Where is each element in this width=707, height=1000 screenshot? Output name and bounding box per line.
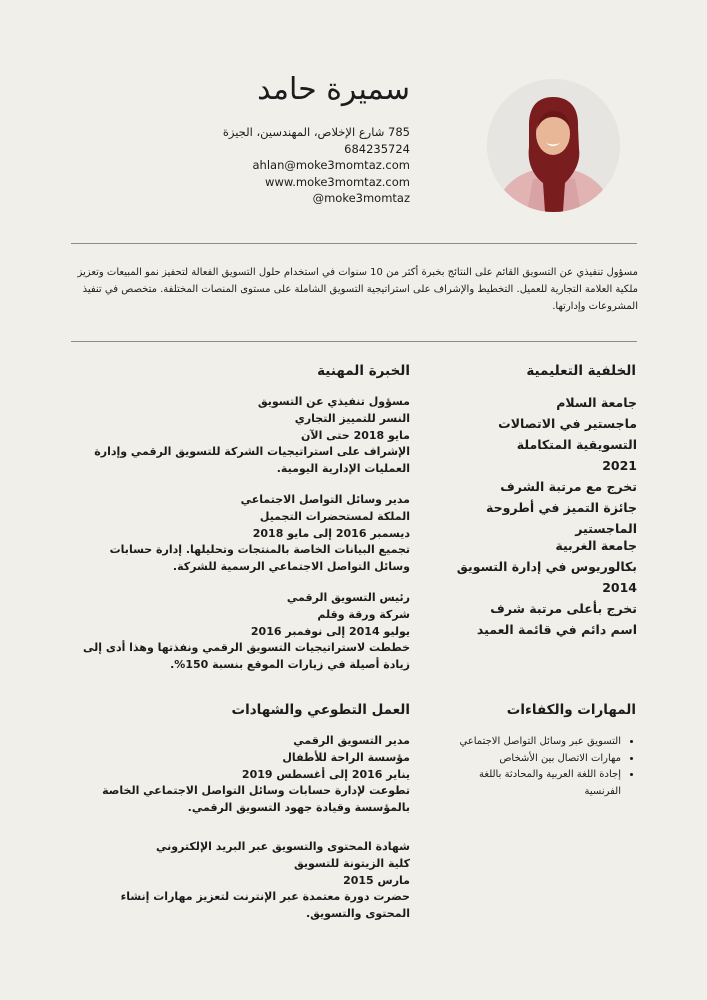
volunteer-list [75, 733, 410, 937]
divider-top [71, 243, 637, 244]
experience-list [75, 394, 410, 688]
volunteer-role: مدير التسويق الرقمي [293, 734, 410, 747]
job-description: الإشراف على استراتيجيات الشركة للتسويق الرقمي وإدارة العمليات الإدارية اليومية. [94, 445, 410, 476]
job-title: رئيس التسويق الرقمي [286, 590, 410, 604]
contact-info [223, 124, 410, 207]
job-company: الملكة لمستحضرات التجميل [259, 509, 410, 523]
education-degree: بكالوريوس في إدارة التسويق [456, 559, 637, 574]
job-description: خططت لاستراتيجيات التسويق الرقمي ونفذتها وهذا أدى إلى زيادة أصيلة في زيارات الموقع بنسبة 150%. [83, 641, 410, 672]
divider-bottom [71, 341, 637, 342]
education-title: الخلفية التعليمية [526, 363, 636, 379]
job-title: مدير وسائل التواصل الاجتماعي [240, 492, 410, 506]
contact-phone: 684235724 [344, 141, 410, 156]
contact-email: ahlan@moke3momtaz.com [252, 158, 410, 172]
education-entry [447, 535, 637, 640]
education-year: 2014 [602, 580, 637, 595]
experience-entry [75, 394, 410, 478]
skills-title: المهارات والكفاءات [506, 702, 636, 718]
profile-photo [487, 79, 620, 212]
experience-entry [75, 590, 410, 674]
education-award: جائزة التميز في أطروحة الماجستير [486, 500, 637, 536]
job-dates: يوليو 2014 إلى نوفمبر 2016 [250, 624, 410, 638]
profile-summary: مسؤول تنفيذي عن التسويق القائم على النتائج بخبرة أكثر من 10 سنوات في استخدام حلول التسويق الفعالة لتحفيز نمو المبيعات وتعزيز ملكية العلامة التجارية للعميل. التخطيط والإشراف على استراتيجية التسويق الشاملة على مستوى المنصات المختلفة. متخصص في تنفيذ المشروعات وإدارتها. [77, 267, 638, 312]
skill-item: • إجادة اللغة العربية والمحادثة باللغة الفرنسية [452, 767, 621, 800]
experience-entry [75, 492, 410, 576]
job-dates: ديسمبر 2016 إلى مايو 2018 [252, 526, 410, 540]
education-honor: تخرج بأعلى مرتبة شرف [490, 601, 637, 616]
education-degree: ماجستير في الاتصالات التسويقية المتكاملة [498, 416, 637, 452]
candidate-name: سميرة حامد [257, 72, 410, 107]
contact-website: www.moke3momtaz.com [265, 174, 410, 189]
contact-address: 785 شارع الإخلاص، المهندسين، الجيزة [222, 125, 410, 139]
job-company: النسر للتمييز التجاري [294, 411, 410, 425]
skills-list [452, 734, 637, 800]
volunteer-entry [75, 733, 410, 817]
skill-item: • التسويق عبر وسائل التواصل الاجتماعي [452, 734, 621, 751]
job-title: مسؤول تنفيذي عن التسويق [257, 395, 410, 408]
education-award: اسم دائم في قائمة العميد [476, 622, 637, 637]
job-company: شركة ورقة وقلم [317, 607, 410, 621]
volunteer-dates: يناير 2016 إلى أغسطس 2019 [241, 767, 410, 781]
education-school: جامعة السلام [556, 395, 637, 410]
volunteer-org: مؤسسة الراحة للأطفال [282, 750, 410, 764]
profile-photo-illustration [487, 79, 620, 212]
contact-social: moke3momtaz@ [312, 191, 410, 205]
volunteer-description: تطوعت لإدارة حسابات وسائل التواصل الاجتماعي الخاصة بالمؤسسة وقيادة جهود التسويق الرقمي. [102, 784, 410, 815]
job-description: تجميع البيانات الخاصة بالمنتجات وتحليلها. إدارة حسابات وسائل التواصل الاجتماعي الرسمية للشركة. [109, 543, 410, 574]
certificate-issuer: كلية الزيتونة للتسويق [293, 856, 410, 870]
certificate-name: شهادة المحتوى والتسويق عبر البريد الإلكتروني [155, 839, 410, 853]
job-dates: مايو 2018 حتى الآن [301, 428, 410, 442]
skill-item: • مهارات الاتصال بين الأشخاص [452, 751, 621, 768]
certificate-description: حضرت دورة معتمدة عبر الإنترنت لتعزيز مهارات إنشاء المحتوى والتسويق. [120, 890, 410, 921]
volunteer-title: العمل التطوعي والشهادات [231, 702, 410, 718]
education-year: 2021 [602, 458, 637, 473]
experience-title: الخبرة المهنية [317, 363, 410, 379]
education-entry [447, 392, 637, 539]
certificate-date: مارس 2015 [343, 873, 410, 887]
certificate-entry [75, 839, 410, 923]
education-school: جامعة الغربية [555, 538, 637, 553]
education-honor: تخرج مع مرتبة الشرف [500, 479, 637, 494]
